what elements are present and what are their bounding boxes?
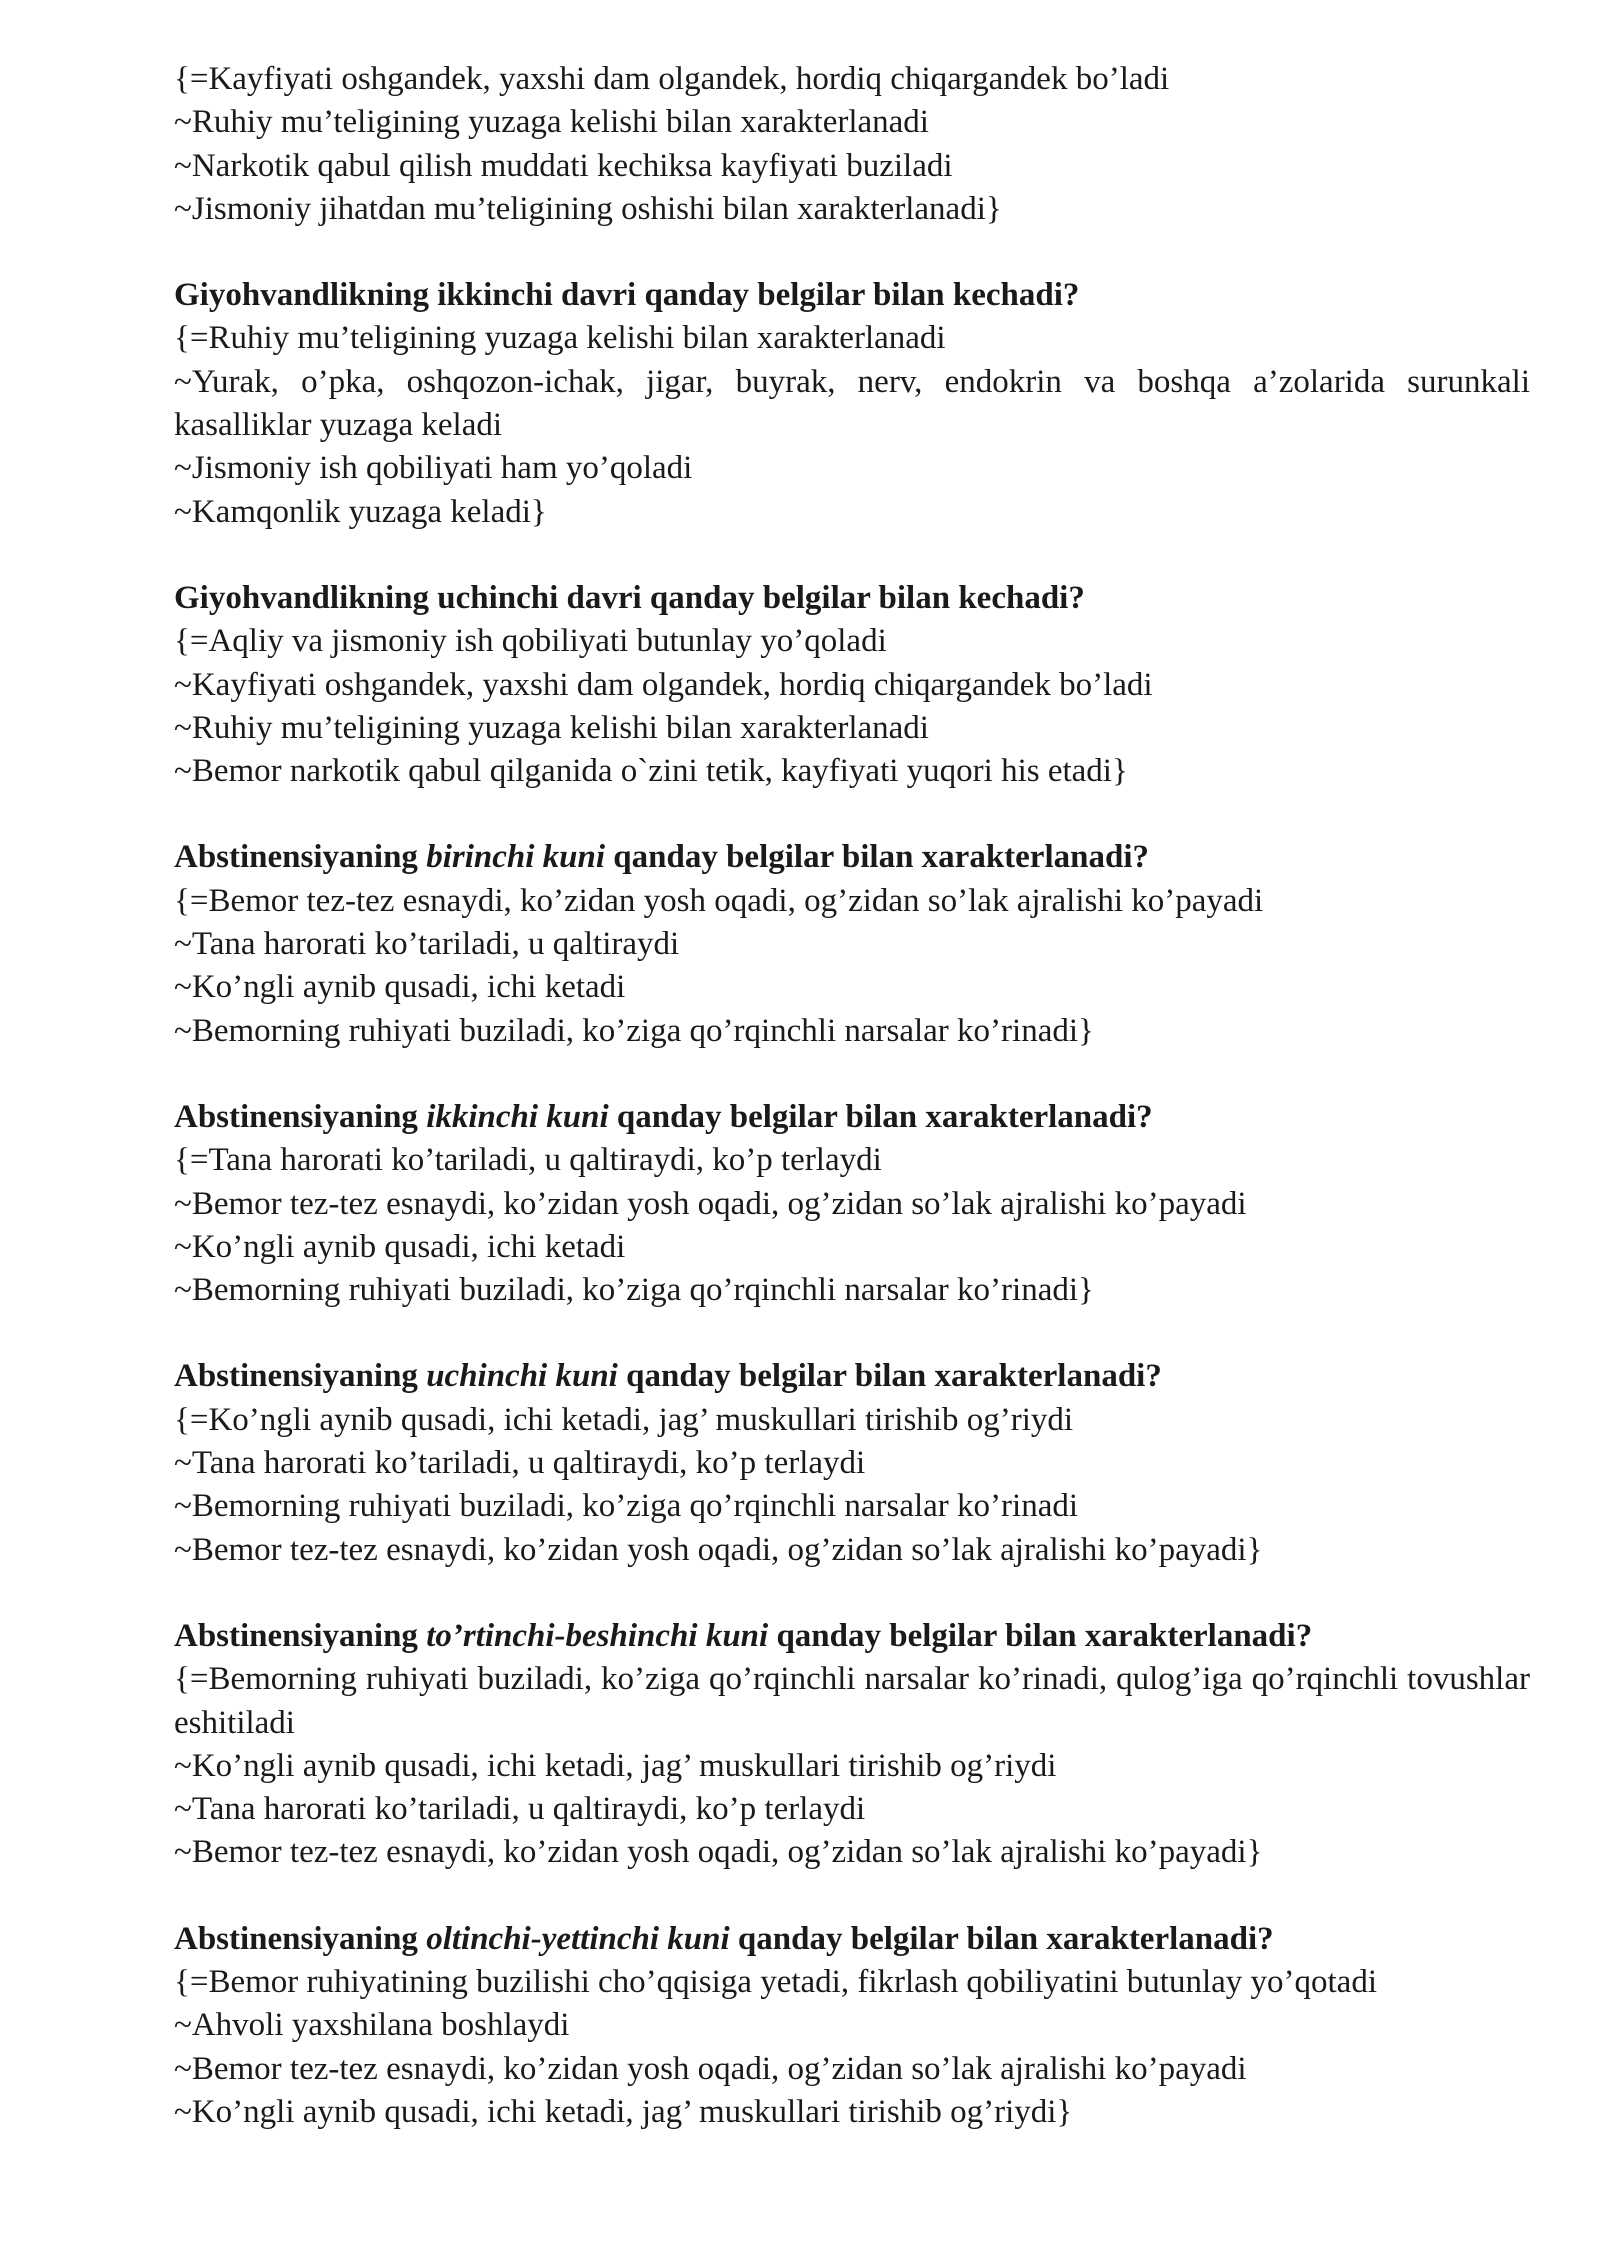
question-segment: Abstinensiyaning [174, 1920, 427, 1957]
question-segment: Abstinensiyaning [174, 1617, 427, 1654]
correct-answer: {=Aqliy va jismoniy ish qobiliyati butunlay yo’qoladi [174, 623, 887, 660]
correct-answer: {=Ruhiy mu’teligining yuzaga kelishi bilan xarakterlanadi [174, 320, 946, 357]
question-block [174, 58, 1530, 231]
answer-option: ~Ko’ngli aynib qusadi, ichi ketadi, jag’ muskullari tirishib og’riydi [174, 1747, 1057, 1784]
correct-answer: {=Ko’ngli aynib qusadi, ichi ketadi, jag’ muskullari tirishib og’riydi [174, 1401, 1074, 1438]
answer-option: ~Ko’ngli aynib qusadi, ichi ketadi [174, 1228, 626, 1265]
question-block [174, 577, 1530, 793]
question-block [174, 1615, 1530, 1875]
answer-option: ~Bemorning ruhiyati buziladi, ko’ziga qo’rqinchli narsalar ko’rinadi} [174, 1012, 1094, 1049]
question-segment: qanday belgilar bilan xarakterlanadi? [768, 1617, 1313, 1654]
question-segment: Giyohvandlikning ikkinchi davri qanday belgilar bilan kechadi? [174, 277, 1080, 314]
question-block [174, 274, 1530, 534]
question-block [174, 1355, 1530, 1571]
answer-option: ~Yurak, o’pka, oshqozon-ichak, jigar, buyrak, nerv, endokrin va boshqa a’zolarida surunkali kasalliklar yuzaga keladi [174, 363, 1530, 444]
question-list [174, 58, 1530, 2134]
correct-answer: {=Bemor tez-tez esnaydi, ko’zidan yosh oqadi, og’zidan so’lak ajralishi ko’payadi [174, 882, 1264, 919]
question-block [174, 1918, 1530, 2134]
question-segment: Abstinensiyaning [174, 839, 427, 876]
question-segment: Abstinensiyaning [174, 1098, 427, 1135]
question-emphasis: ikkinchi kuni [426, 1098, 609, 1135]
answer-option: ~Bemor tez-tez esnaydi, ko’zidan yosh oqadi, og’zidan so’lak ajralishi ko’payadi} [174, 1531, 1263, 1568]
question-segment: qanday belgilar bilan xarakterlanadi? [729, 1920, 1274, 1957]
answer-option: ~Bemor narkotik qabul qilganida o`zini tetik, kayfiyati yuqori his etadi} [174, 753, 1128, 790]
answer-option: ~Tana harorati ko’tariladi, u qaltiraydi, ko’p terlaydi [174, 1791, 866, 1828]
document-page [174, 58, 1530, 2177]
question-emphasis: oltinchi-yettinchi kuni [426, 1920, 730, 1957]
question-text [174, 1096, 1530, 1139]
question-segment: qanday belgilar bilan xarakterlanadi? [608, 1098, 1153, 1135]
answer-option: ~Narkotik qabul qilish muddati kechiksa kayfiyati buziladi [174, 147, 953, 184]
question-segment: qanday belgilar bilan xarakterlanadi? [617, 1358, 1162, 1395]
question-block [174, 836, 1530, 1052]
answer-option: ~Bemorning ruhiyati buziladi, ko’ziga qo’rqinchli narsalar ko’rinadi} [174, 1272, 1094, 1309]
answer-option: ~Bemor tez-tez esnaydi, ko’zidan yosh oqadi, og’zidan so’lak ajralishi ko’payadi [174, 1185, 1247, 1222]
answer-option: ~Tana harorati ko’tariladi, u qaltiraydi, ko’p terlaydi [174, 1445, 866, 1482]
answer-option: ~Tana harorati ko’tariladi, u qaltiraydi [174, 926, 680, 963]
answer-option: ~Bemor tez-tez esnaydi, ko’zidan yosh oqadi, og’zidan so’lak ajralishi ko’payadi [174, 2050, 1247, 2087]
correct-answer: {=Tana harorati ko’tariladi, u qaltiraydi, ko’p terlaydi [174, 1142, 882, 1179]
question-segment: Giyohvandlikning uchinchi davri qanday belgilar bilan kechadi? [174, 579, 1085, 616]
question-emphasis: birinchi kuni [426, 839, 606, 876]
correct-answer: {=Bemorning ruhiyati buziladi, ko’ziga qo’rqinchli narsalar ko’rinadi, qulog’iga qo’rqinchli tovushlar eshitiladi [174, 1661, 1530, 1741]
question-segment: qanday belgilar bilan xarakterlanadi? [605, 839, 1149, 876]
answer-option: ~Ruhiy mu’teligining yuzaga kelishi bilan xarakterlanadi [174, 709, 929, 746]
question-emphasis: uchinchi kuni [426, 1358, 618, 1395]
question-text [174, 836, 1530, 879]
answer-option: ~Ruhiy mu’teligining yuzaga kelishi bilan xarakterlanadi [174, 104, 929, 141]
answer-option: ~Jismoniy ish qobiliyati ham yo’qoladi [174, 450, 693, 487]
answer-option: ~Ko’ngli aynib qusadi, ichi ketadi [174, 969, 626, 1006]
question-text [174, 274, 1530, 317]
question-block [174, 1096, 1530, 1312]
answer-option: ~Kamqonlik yuzaga keladi} [174, 493, 547, 530]
answer-option: ~Kayfiyati oshgandek, yaxshi dam olgandek, hordiq chiqargandek bo’ladi [174, 666, 1153, 703]
question-text [174, 1615, 1530, 1658]
question-emphasis: to’rtinchi-beshinchi kuni [426, 1617, 769, 1654]
question-segment: Abstinensiyaning [174, 1358, 427, 1395]
question-text [174, 1918, 1530, 1961]
answer-option: ~Jismoniy jihatdan mu’teligining oshishi bilan xarakterlanadi} [174, 190, 1002, 227]
answer-option: ~Bemorning ruhiyati buziladi, ko’ziga qo’rqinchli narsalar ko’rinadi [174, 1488, 1079, 1525]
answer-option: ~Ko’ngli aynib qusadi, ichi ketadi, jag’ muskullari tirishib og’riydi} [174, 2093, 1073, 2130]
answer-option: ~Bemor tez-tez esnaydi, ko’zidan yosh oqadi, og’zidan so’lak ajralishi ko’payadi} [174, 1834, 1263, 1871]
answer-option: ~Ahvoli yaxshilana boshlaydi [174, 2007, 570, 2044]
correct-answer: {=Kayfiyati oshgandek, yaxshi dam olgandek, hordiq chiqargandek bo’ladi [174, 61, 1170, 97]
question-text [174, 577, 1530, 620]
question-text [174, 1355, 1530, 1398]
correct-answer: {=Bemor ruhiyatining buzilishi cho’qqisiga yetadi, fikrlash qobiliyatini butunlay yo’qotadi [174, 1963, 1378, 2000]
